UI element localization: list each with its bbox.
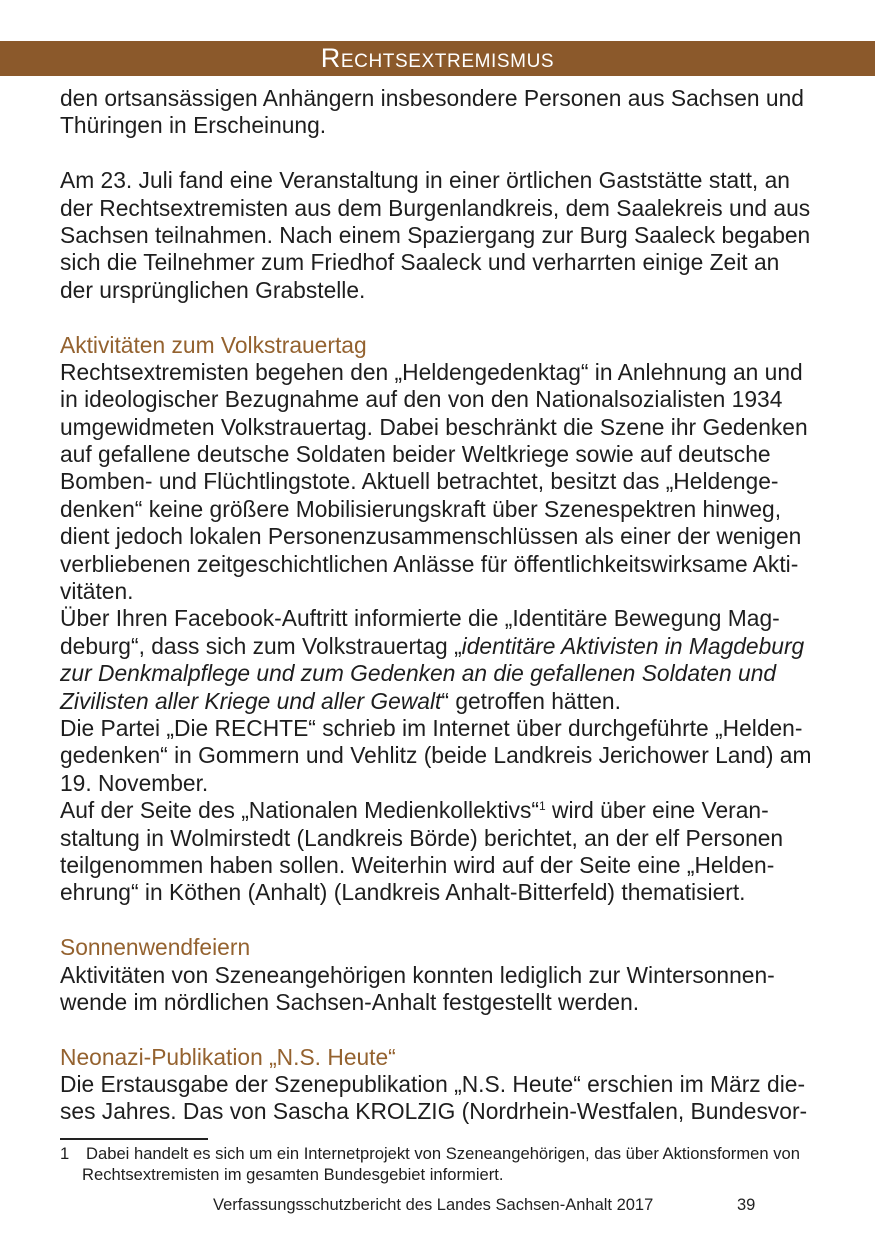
- text-line: Thüringen in Erscheinung.: [60, 112, 327, 139]
- chapter-title: Rechtsextremismus: [320, 43, 555, 73]
- text-line: Bomben- und Flüchtlingstote. Aktuell betrachtet, besitzt das „Heldenge-: [60, 468, 779, 495]
- footnote-line: [60, 1143, 850, 1164]
- text-run: Auf der Seite des „Nationalen Medienkollektivs“: [60, 797, 539, 824]
- text-line: teilgenommen haben sollen. Weiterhin wird auf der Seite eine „Helden-: [60, 851, 775, 878]
- text-line: Am 23. Juli fand eine Veranstaltung in einer örtlichen Gaststätte statt, an: [60, 167, 790, 194]
- text-line: Die Partei „Die RECHTE“ schrieb im Internet über durchgeführte „Helden-: [60, 714, 803, 741]
- text-run: “ getroffen hätten.: [441, 687, 621, 714]
- text-line: Aktivitäten von Szeneangehörigen konnten lediglich zur Wintersonnen-: [60, 961, 775, 988]
- footnote: [60, 1143, 850, 1185]
- text-line: Die Erstausgabe der Szenepublikation „N.S. Heute“ erschien im März die-: [60, 1071, 806, 1098]
- text-line: wende im nördlichen Sachsen-Anhalt festgestellt werden.: [60, 988, 640, 1015]
- text-run: wird über eine Veran-: [545, 797, 769, 824]
- text-line: ehrung“ in Köthen (Anhalt) (Landkreis Anhalt-Bitterfeld) thematisiert.: [60, 879, 746, 906]
- quote-line: [60, 633, 850, 660]
- quote-line: [60, 688, 850, 715]
- text-line: Rechtsextremisten begehen den „Heldengedenktag“ in Anlehnung an und: [60, 358, 803, 385]
- section-heading-volkstrauertag: Aktivitäten zum Volkstrauertag: [60, 331, 367, 358]
- quoted-text-italic: identitäre Aktivisten in Magdeburg: [461, 632, 805, 659]
- paragraph-intro: [60, 85, 850, 140]
- text-line: vitäten.: [60, 578, 134, 605]
- section-volkstrauertag: [60, 332, 850, 907]
- footnote-divider: [60, 1138, 208, 1140]
- section-heading-sonnenwendfeiern: Sonnenwendfeiern: [60, 934, 251, 961]
- page-number: 39: [737, 1196, 756, 1214]
- text-line: den ortsansässigen Anhängern insbesondere Personen aus Sachsen und: [60, 85, 804, 111]
- footnote-line: Rechtsextremisten im gesamten Bundesgebiet informiert.: [82, 1164, 504, 1184]
- text-line: der ursprünglichen Grabstelle.: [60, 276, 366, 303]
- footnote-marker: 1: [538, 799, 546, 814]
- section-publikation: [60, 1044, 850, 1126]
- quoted-text-italic: Zivilisten aller Kriege und aller Gewalt: [60, 687, 442, 714]
- section-sonnenwendfeiern: [60, 934, 850, 1016]
- text-line: umgewidmeten Volkstrauertag. Dabei beschränkt die Szene ihr Gedenken: [60, 413, 808, 440]
- page-body: [60, 85, 850, 1126]
- paragraph-saaleck: [60, 167, 850, 304]
- quoted-text-italic: zur Denkmalpflege und zum Gedenken an die gefallenen Soldaten und: [60, 660, 777, 687]
- paragraph-spacer: [60, 304, 850, 331]
- chapter-header-bar: [0, 41, 875, 76]
- footer-publication-title: Verfassungsschutzbericht des Landes Sachsen-Anhalt 2017: [213, 1196, 654, 1214]
- text-line: dient jedoch lokalen Personenzusammenschlüssen als einer der wenigen: [60, 523, 802, 550]
- footnote-text: Dabei handelt es sich um ein Internetprojekt von Szeneangehörigen, das über Aktionsformen von: [86, 1143, 800, 1163]
- text-line: auf gefallene deutsche Soldaten beider Weltkriege sowie auf deutsche: [60, 441, 771, 468]
- text-line: sich die Teilnehmer zum Friedhof Saaleck und verharrten einige Zeit an: [60, 249, 780, 276]
- text-line: in ideologischer Bezugnahme auf den von den Nationalsozialisten 1934: [60, 386, 783, 413]
- text-line: Sachsen teilnahmen. Nach einem Spaziergang zur Burg Saaleck begaben: [60, 221, 811, 248]
- text-line: ses Jahres. Das von Sascha KROLZIG (Nordrhein-Westfalen, Bundesvor-: [60, 1098, 808, 1125]
- text-line: gedenken“ in Gommern und Vehlitz (beide Landkreis Jerichower Land) am: [60, 742, 812, 769]
- paragraph-spacer: [60, 140, 850, 167]
- footnote-number: 1: [60, 1143, 70, 1163]
- text-line: staltung in Wolmirstedt (Landkreis Börde) berichtet, an der elf Personen: [60, 824, 784, 851]
- paragraph-spacer: [60, 907, 850, 934]
- text-run: deburg“, dass sich zum Volkstrauertag „: [60, 632, 462, 659]
- section-heading-publikation: Neonazi-Publikation „N.S. Heute“: [60, 1043, 396, 1070]
- text-line: der Rechtsextremisten aus dem Burgenlandkreis, dem Saalekreis und aus: [60, 194, 811, 221]
- quote-line: [60, 660, 850, 687]
- paragraph-spacer: [60, 1016, 850, 1043]
- text-line: 19. November.: [60, 769, 209, 796]
- footnote-reference-line: [60, 797, 850, 824]
- text-line: verbliebenen zeitgeschichtlichen Anlässe für öffentlichkeitswirksame Akti-: [60, 550, 799, 577]
- text-line: denken“ keine größere Mobilisierungskraft über Szenespektren hinweg,: [60, 495, 782, 522]
- text-line: Über Ihren Facebook-Auftritt informierte die „Identitäre Bewegung Mag-: [60, 605, 780, 632]
